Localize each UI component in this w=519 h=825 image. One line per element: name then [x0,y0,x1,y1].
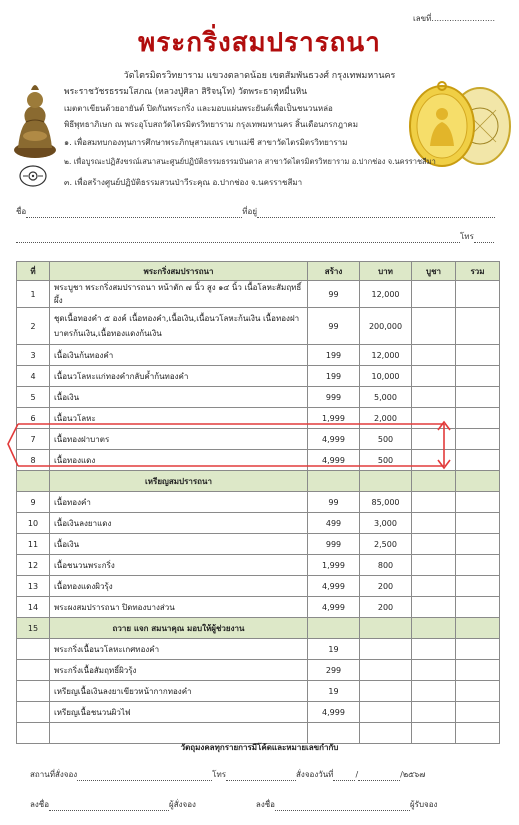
row-no: 9 [17,492,50,513]
table-row [17,281,500,308]
table-row [17,492,500,513]
temple-line: วัดไตรมิตรวิทยาราม แขวงตลาดน้อย เขตสัมพันธวงศ์ กรุงเทพมหานคร [123,71,396,81]
phone-field[interactable] [16,230,494,243]
row-qty: 4,999 [308,450,360,471]
row-item: เนื้อเงินลงยาแดง [50,513,308,534]
table-header-row [17,262,500,281]
row-no: 13 [17,576,50,597]
name-field[interactable] [16,205,495,218]
buddha-statue-image [12,78,58,160]
order-cell[interactable] [412,534,456,555]
order-cell[interactable] [412,492,456,513]
total-cell[interactable] [456,308,500,345]
order-cell[interactable] [412,345,456,366]
section-header-row [17,471,500,492]
order-place-label: สถานที่สั่งจอง [30,770,78,779]
row-no: 2 [17,308,50,345]
row-item: เนื้อนวโลหะแก่ทองคำกลับค้ำก้นทองคำ [50,366,308,387]
page-title: พระกริ่งสมปรารถนา [138,28,381,58]
table-row [17,534,500,555]
row-qty: 99 [308,492,360,513]
total-cell[interactable] [456,281,500,308]
row-item: พระกริ่งเนื้อนวโลหะเกศทองคำ [50,639,308,660]
table-row [17,660,500,681]
row-item: ชุดเนื้อทองคำ ๕ องค์ เนื้อทองคำ,เนื้อเงิน,เนื้อนวโลหะก้นเงิน เนื้อทองฝาบาตรก้นเงิน,เนื้อทองแดงก้นเงิน [50,308,308,345]
order-date-label: สั่งจองวันที่ [296,770,334,779]
row-no: 5 [17,387,50,408]
table-row [17,366,500,387]
row-price: 200 [360,576,412,597]
row-qty: 4,999 [308,576,360,597]
row-qty: 99 [308,281,360,308]
row-qty: 999 [308,387,360,408]
header-total: รวม [456,262,500,281]
ceremony-line-1: เมตตาเขียนด้วยอายันต์ ปิดกันพระกริ่ง และมอบแผ่นพระยันต์เพื่อเป็นชนวนหล่อ [64,104,333,113]
order-cell[interactable] [412,576,456,597]
table-row [17,387,500,408]
row-item: เนื้อเงิน [50,387,308,408]
row-qty: 99 [308,308,360,345]
document-number: เลขที่......................... [413,14,495,23]
total-cell[interactable] [456,387,500,408]
row-qty: 4,999 [308,597,360,618]
highlight-bracket [4,418,456,470]
section-title-medal: เหรียญสมปรารถนา [50,471,308,492]
objective-2: ๒. เพื่อบูรณะปฏิสังขรณ์เสนาสนะศูนย์ปฏิบัติธรรมธรรมบันดาล สาขาวัดไตรมิตรวิทยาราม อ.ปากช่อง จ.นครราชสีมา [64,157,436,166]
row-item: เนื้อทองแดงผิวรุ้ง [50,576,308,597]
row-qty: 199 [308,366,360,387]
name-label: ชื่อ [16,207,27,216]
row-price: 200,000 [360,308,412,345]
row-qty: 1,999 [308,408,360,429]
table-row [17,702,500,723]
row-item: เนื้อชนวนพระกริ่ง [50,555,308,576]
row-item: เนื้อทองฝาบาตร [50,429,308,450]
signature-row[interactable] [30,798,437,811]
row-price: 2,500 [360,534,412,555]
total-cell[interactable] [456,450,500,471]
order-cell[interactable] [412,555,456,576]
row-item: พระผงสมปรารถนา ปิดทองบางส่วน [50,597,308,618]
table-row [17,555,500,576]
row-item: เนื้อเงิน [50,534,308,555]
order-cell[interactable] [412,513,456,534]
total-cell[interactable] [456,492,500,513]
row-qty: 999 [308,534,360,555]
order-place-field[interactable]: สถานที่สั่งจอง โทร สั่งจองวันที่ / /๒๕๖๗ [30,770,426,779]
order-cell[interactable] [412,597,456,618]
role1-label: ผู้สั่งจอง [169,800,196,809]
row-qty: 499 [308,513,360,534]
header-price: บาท [360,262,412,281]
row-item: เนื้อเงินก้นทองคำ [50,345,308,366]
ceremony-line-2: พิธีพุทธาภิเษก ณ พระอุโบสถวัดไตรมิตรวิทยาราม กรุงเทพมหานคร สิ้นเดือนกรกฎาคม [64,120,359,129]
row-qty: 4,999 [308,429,360,450]
row-price: 500 [360,450,412,471]
role2-label: ผู้รับจอง [409,800,438,809]
row-item: เนื้อทองคำ [50,492,308,513]
master-line: พระราชวัชรธรรมโสภณ (หลวงปู่ศิลา สิริจนฺโท) วัดพระธาตุหมื่นหิน [64,87,308,97]
row-item: พระกริ่งเนื้อสัมฤทธิ์ผิวรุ้ง [50,660,308,681]
order-cell[interactable] [412,366,456,387]
section-no: 15 [17,618,50,639]
total-cell[interactable] [456,408,500,429]
row-no: 14 [17,597,50,618]
total-cell[interactable] [456,576,500,597]
total-cell[interactable] [456,597,500,618]
table-row [17,308,500,345]
row-item: เนื้อนวโลหะ [50,408,308,429]
header-order: บูชา [412,262,456,281]
row-no: 12 [17,555,50,576]
row-qty: 19 [308,639,360,660]
table-row [17,597,500,618]
row-no: 8 [17,450,50,471]
row-price: 2,000 [360,408,412,429]
table-row [17,639,500,660]
order-cell[interactable] [412,281,456,308]
footer-note: วัตถุมงคลทุกรายการมีโค้ดและหมายเลขกำกับ [180,743,339,752]
table-row [17,513,500,534]
address-label: ที่อยู่ [242,207,257,216]
row-no: 1 [17,281,50,308]
footer-phone-label: โทร [212,770,227,779]
total-cell[interactable] [456,366,500,387]
header-qty: สร้าง [308,262,360,281]
table-row [17,576,500,597]
header-no: ที่ [17,262,50,281]
row-no: 3 [17,345,50,366]
total-cell[interactable] [456,513,500,534]
row-item: เหรียญเนื้อชนวนผิวไฟ [50,702,308,723]
row-price: 500 [360,429,412,450]
row-no: 7 [17,429,50,450]
row-qty: 299 [308,660,360,681]
phone-label: โทร [460,232,474,241]
section-header-row [17,618,500,639]
objective-1: ๑. เพื่อสมทบกองทุนการศึกษาพระภิกษุสามเณร เขาแม่ชี สาขาวัดไตรมิตรวิทยาราม [64,138,348,147]
row-item: พระบูชา พระกริ่งสมปรารถนา หน้าตัก ๗ นิ้ว สูง ๑๔ นิ้ว เนื้อโลหะสัมฤทธิ์ผึ้ง [50,281,308,308]
row-item: เหรียญเนื้อเงินลงยาเขียวหน้ากากทองคำ [50,681,308,702]
total-cell[interactable] [456,555,500,576]
row-item: เนื้อทองแดง [50,450,308,471]
row-price: 5,000 [360,387,412,408]
row-price: 12,000 [360,345,412,366]
row-qty: 199 [308,345,360,366]
row-no: 10 [17,513,50,534]
row-no: 11 [17,534,50,555]
row-price: 800 [360,555,412,576]
row-no: 6 [17,408,50,429]
signer2-label: ลงชื่อ [255,800,275,809]
order-cell[interactable] [412,387,456,408]
row-price: 10,000 [360,366,412,387]
row-qty: 1,999 [308,555,360,576]
section-title-gift: ถวาย แจก สมนาคุณ มอบให้ผู้ช่วยงาน [50,618,308,639]
header-item: พระกริ่งสมปรารถนา [50,262,308,281]
total-cell[interactable] [456,429,500,450]
table-row [17,345,500,366]
row-qty: 4,999 [308,702,360,723]
row-price: 12,000 [360,281,412,308]
total-cell[interactable] [456,534,500,555]
row-no: 4 [17,366,50,387]
row-price: 85,000 [360,492,412,513]
row-price: 200 [360,597,412,618]
order-cell[interactable] [412,308,456,345]
year-label: /๒๕๖๗ [400,770,426,779]
table-row [17,681,500,702]
objective-3: ๓. เพื่อสร้างศูนย์ปฏิบัติธรรมสวนป่าวีระคุณ อ.ปากช่อง จ.นครราชสีมา [64,178,303,187]
seal-icon [18,164,48,188]
medal-image [402,80,512,168]
row-qty: 19 [308,681,360,702]
order-table [16,261,500,744]
row-price: 3,000 [360,513,412,534]
total-cell[interactable] [456,345,500,366]
signer1-label: ลงชื่อ [30,800,50,809]
